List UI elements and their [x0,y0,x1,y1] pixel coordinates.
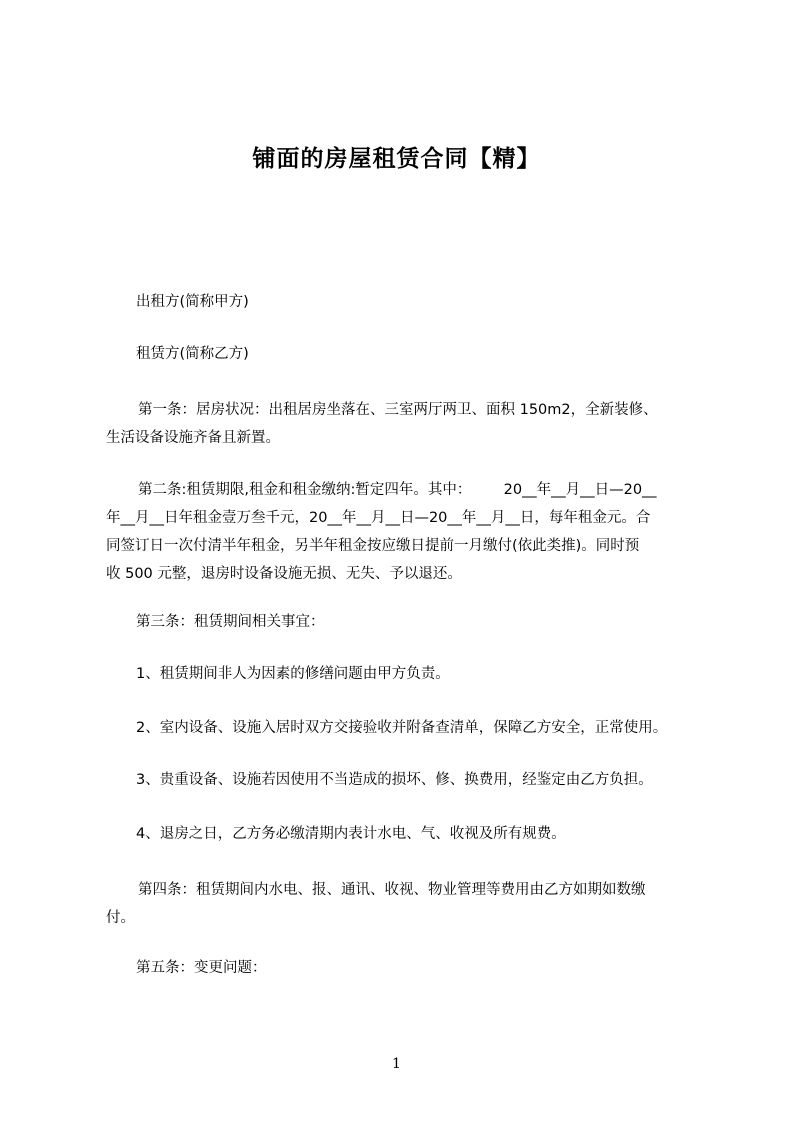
paragraph-line: 第五条：变更问题： [136,960,267,976]
paragraph-line: 收 500 元整，退房时设备设施无损、无失、予以退还。 [106,566,462,582]
paragraph-line: 1、租赁期间非人为因素的修缮问题由甲方负责。 [136,666,450,682]
page-number: 1 [392,1056,401,1072]
paragraph-article-5 [136,954,267,982]
paragraph-line: 3、贵重设备、设施若因使用不当造成的损坏、修、换费用，经鉴定由乙方负担。 [136,772,653,788]
paragraph-lessor [136,288,249,316]
paragraph-line: 第二条:租赁期限,租金和租金缴纳:暂定四年。其中： 20__年__月__日—20__ [138,482,657,498]
paragraph-lessee [136,340,249,368]
paragraph-line: 第四条：租赁期间内水电、报、通讯、收视、物业管理等费用由乙方如期如数缴 [138,882,646,898]
paragraph-article-3 [136,608,325,636]
paragraph-item-3 [136,766,653,794]
paragraph-line: 第一条：居房状况：出租居房坐落在、三室两厅两卫、面积 150m2，全新装修、 [138,402,658,418]
paragraph-item-2 [136,714,667,742]
document-title: 铺面的房屋租赁合同【精】 [252,146,541,172]
paragraph-line: 生活设备设施齐备且新置。 [106,430,280,446]
paragraph-article-4 [106,876,646,932]
paragraph-article-2 [106,476,657,588]
paragraph-line: 租赁方(简称乙方) [136,346,249,362]
paragraph-line: 付。 [106,910,135,926]
paragraph-article-1 [106,396,658,452]
paragraph-line: 4、退房之日，乙方务必缴清期内表计水电、气、收视及所有规费。 [136,826,566,842]
paragraph-line: 2、室内设备、设施入居时双方交接验收并附备查清单，保障乙方安全，正常使用。 [136,720,668,736]
paragraph-line: 第三条：租赁期间相关事宜： [136,614,325,630]
paragraph-line: 年__月__日年租金壹万叁千元，20__年__月__日—20__年__月__日，每年租金元。合 [106,510,651,526]
paragraph-line: 出租方(简称甲方) [136,294,249,310]
paragraph-item-4 [136,820,566,848]
paragraph-line: 同签订日一次付清半年租金，另半年租金按应缴日提前一月缴付(依此类推)。同时预 [106,538,640,554]
paragraph-item-1 [136,660,450,688]
